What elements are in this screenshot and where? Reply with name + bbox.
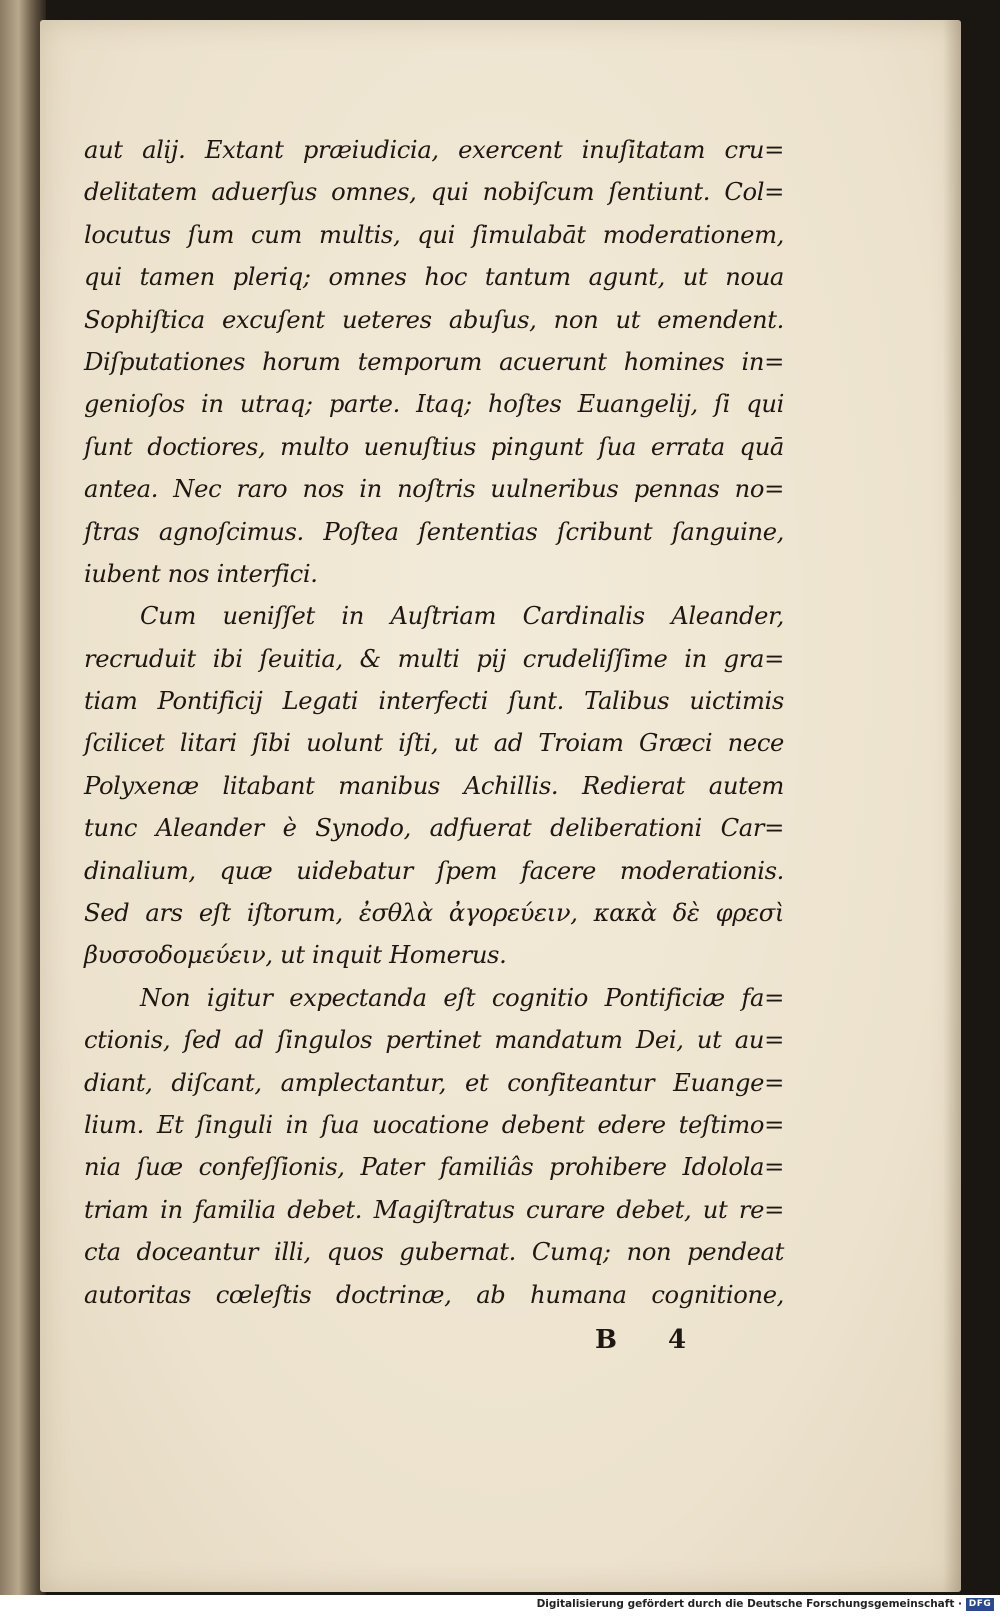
text-line: Diſputationes horum temporum acuerunt homines in= <box>84 347 784 376</box>
text-line: ctionis, ſed ad ſingulos pertinet mandatum Dei, ut au= <box>84 1026 784 1055</box>
text-line: recruduit ibi ſeuitia, & multi pij crudeliſſime in gra= <box>84 644 784 673</box>
text-line: autoritas cœleſtis doctrinæ, ab humana cognitione, <box>84 1280 784 1309</box>
text-line: delitatem aduerſus omnes, qui nobiſcum ſentiunt. Col= <box>84 178 784 207</box>
text-line: ſtras agnoſcimus. Poſtea ſententias ſcribunt ſanguine, <box>84 517 784 546</box>
text-line: Polyxenæ litabant manibus Achillis. Redierat autem <box>84 771 784 800</box>
text-line: aut alij. Extant præiudicia, exercent inuſitatam cru= <box>84 136 784 164</box>
text-line: triam in familia debet. Magiſtratus curare debet, ut re= <box>84 1195 784 1224</box>
text-line: tunc Aleander è Synodo, adfuerat deliberationi Car= <box>84 814 784 843</box>
text-line: Sophiſtica excuſent ueteres abuſus, non ut emendent. <box>84 305 784 334</box>
signature-mark <box>595 1325 688 1355</box>
footer-credit: Digitalisierung gefördert durch die Deutsche Forschungsgemeinschaft · <box>536 1598 962 1610</box>
text-line: ſcilicet litari ſibi uolunt iſti, ut ad Troiam Græci nece <box>84 729 784 758</box>
text-line: qui tamen pleriq; omnes hoc tantum agunt, ut noua <box>84 263 784 292</box>
text-line: diant, diſcant, amplectantur, et confiteantur Euange= <box>84 1068 784 1097</box>
book-page <box>40 20 961 1592</box>
text-line: locutus ſum cum multis, qui ſimulabāt moderationem, <box>84 220 784 249</box>
text-line: βυσσοδομεύειν, ut inquit Homerus. <box>84 941 507 970</box>
page-text-block <box>84 129 784 1316</box>
text-line: antea. Nec raro nos in noſtris uulneribus pennas no= <box>84 475 784 504</box>
text-line: lium. Et ſinguli in ſua uocatione debent edere teſtimo= <box>84 1110 784 1139</box>
text-line: ſunt doctiores, multo uenuſtius pingunt ſua errata quā <box>84 432 784 461</box>
text-line: Cum ueniſſet in Auſtriam Cardinalis Aleander, <box>140 602 784 631</box>
digitization-footer <box>0 1595 1000 1616</box>
dfg-logo: DFG <box>966 1598 994 1611</box>
text-line: nia ſuæ confeſſionis, Pater familiâs prohibere Idolola= <box>84 1153 784 1182</box>
text-line: dinalium, quæ uidebatur ſpem facere moderationis. <box>84 856 784 885</box>
signature-letter: B <box>595 1325 619 1355</box>
text-line: Sed ars eſt iſtorum, ἐσθλὰ ἀγορεύειν, κακὰ δὲ φρεσὶ <box>84 899 784 928</box>
text-line: tiam Pontificij Legati interfecti ſunt. Talibus uictimis <box>84 687 784 716</box>
text-line: cta doceantur illi, quos gubernat. Cumq; non pendeat <box>84 1238 784 1267</box>
signature-number: 4 <box>668 1325 689 1355</box>
text-line: iubent nos interfici. <box>84 559 318 588</box>
text-line: Non igitur expectanda eſt cognitio Pontificiæ fa= <box>140 983 784 1012</box>
page-edge-shadow <box>943 20 961 1592</box>
text-line: genioſos in utraq; parte. Itaq; hoſtes Euangelij, ſi qui <box>84 390 784 419</box>
